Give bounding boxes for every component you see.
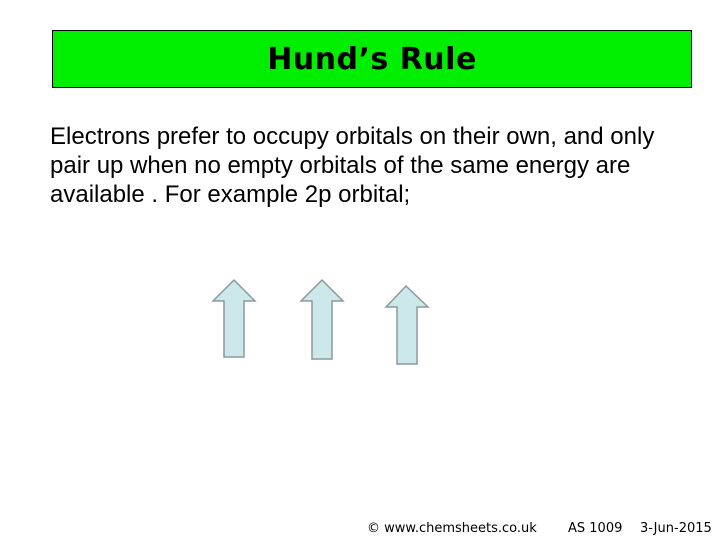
footer-copyright: © www.chemsheets.co.uk: [367, 521, 537, 536]
orbital-arrow-1: [213, 280, 255, 357]
footer-date: 3-Jun-2015: [640, 521, 712, 536]
body-text: Electrons prefer to occupy orbitals on their own, and only pair up when no empty orbitals of the same energy are available . For example 2p orbital;: [50, 123, 655, 208]
footer-code: AS 1009: [568, 521, 623, 536]
orbital-arrow-3: [386, 286, 428, 364]
up-arrow-icon: [301, 280, 343, 359]
title-banner: [52, 30, 692, 88]
up-arrow-icon: [213, 280, 255, 357]
orbital-arrow-2: [301, 280, 343, 359]
slide-title: Hund’s Rule: [267, 42, 477, 77]
up-arrow-icon: [386, 286, 428, 364]
